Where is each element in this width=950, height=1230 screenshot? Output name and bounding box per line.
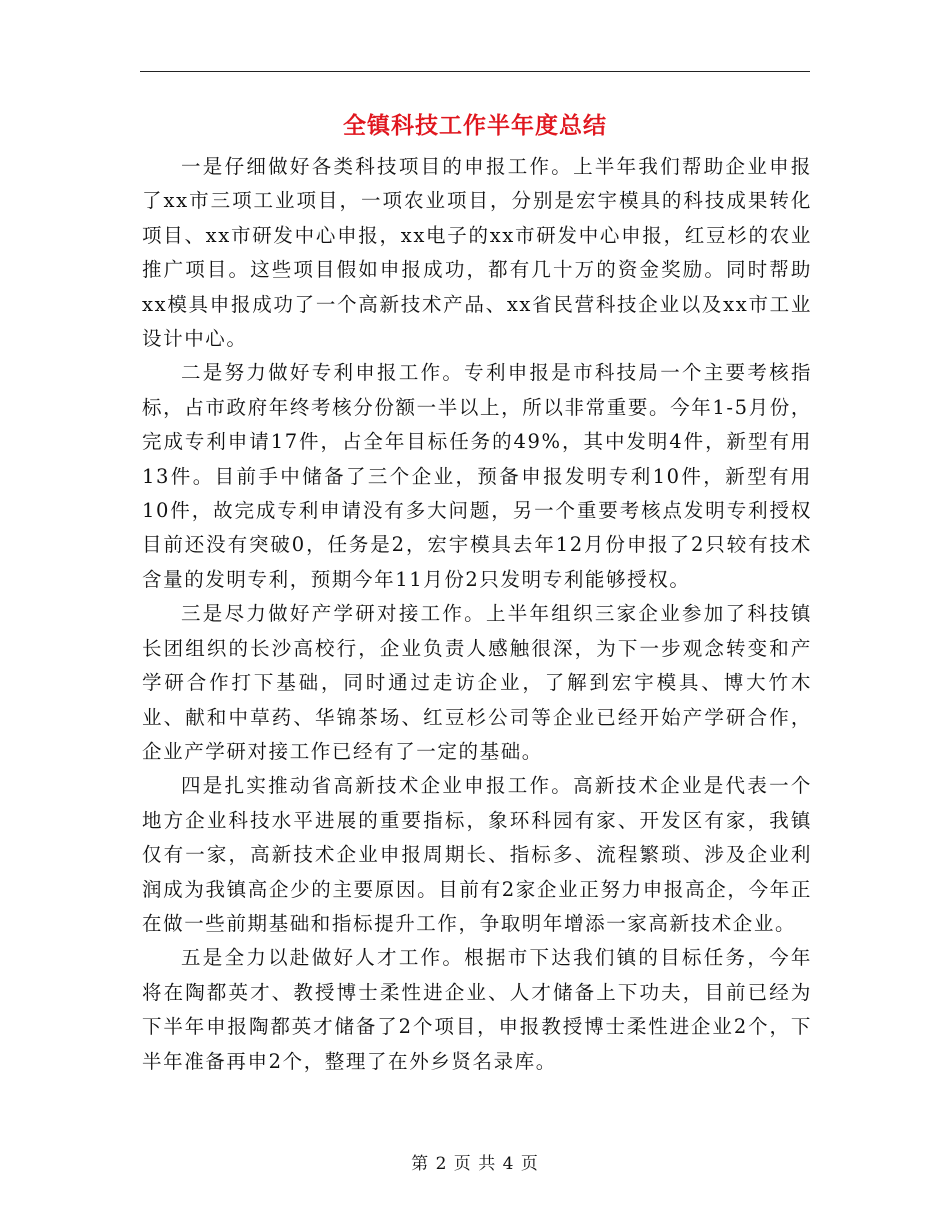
header-rule bbox=[140, 71, 810, 72]
document-body bbox=[142, 150, 812, 1079]
paragraph-4: 四是扎实推动省高新技术企业申报工作。高新技术企业是代表一个地方企业科技水平进展的重要指标，象环科园有家、开发区有家，我镇仅有一家，高新技术企业申报周期长、指标多、流程繁琐、涉及企业利润成为我镇高企少的主要原因。目前有2家企业正努力申报高企，今年正在做一些前期基础和指标提升工作，争取明年增添一家高新技术企业。 bbox=[142, 774, 812, 935]
document-title: 全镇科技工作半年度总结 bbox=[343, 113, 607, 139]
page-number: 第 2 页 共 4 页 bbox=[411, 1154, 539, 1174]
paragraph-1: 一是仔细做好各类科技项目的申报工作。上半年我们帮助企业申报了xx市三项工业项目，一项农业项目，分别是宏宇模具的科技成果转化项目、xx市研发中心申报，xx电子的xx市研发中心申报，红豆杉的农业推广项目。这些项目假如申报成功，都有几十万的资金奖励。同时帮助xx模具申报成功了一个高新技术产品、xx省民营科技企业以及xx市工业设计中心。 bbox=[142, 155, 812, 351]
paragraph-2: 二是努力做好专利申报工作。专利申报是市科技局一个主要考核指标，占市政府年终考核分份额一半以上，所以非常重要。今年1-5月份，完成专利申请17件，占全年目标任务的49%，其中发明4件，新型有用13件。目前手中储备了三个企业，预备申报发明专利10件，新型有用10件，故完成专利申请没有多大问题，另一个重要考核点发明专利授权目前还没有突破0，任务是2，宏宇模具去年12月份申报了2只较有技术含量的发明专利，预期今年11月份2只发明专利能够授权。 bbox=[142, 361, 812, 591]
paragraph-5: 五是全力以赴做好人才工作。根据市下达我们镇的目标任务，今年将在陶都英才、教授博士柔性进企业、人才储备上下功夫，目前已经为下半年申报陶都英才储备了2个项目，申报教授博士柔性进企业2个，下半年准备再申2个，整理了在外乡贤名录库。 bbox=[142, 946, 812, 1073]
paragraph-3: 三是尽力做好产学研对接工作。上半年组织三家企业参加了科技镇长团组织的长沙高校行，企业负责人感触很深，为下一步观念转变和产学研合作打下基础，同时通过走访企业，了解到宏宇模具、博大竹木业、献和中草药、华锦茶场、红豆杉公司等企业已经开始产学研合作，企业产学研对接工作已经有了一定的基础。 bbox=[142, 602, 812, 763]
